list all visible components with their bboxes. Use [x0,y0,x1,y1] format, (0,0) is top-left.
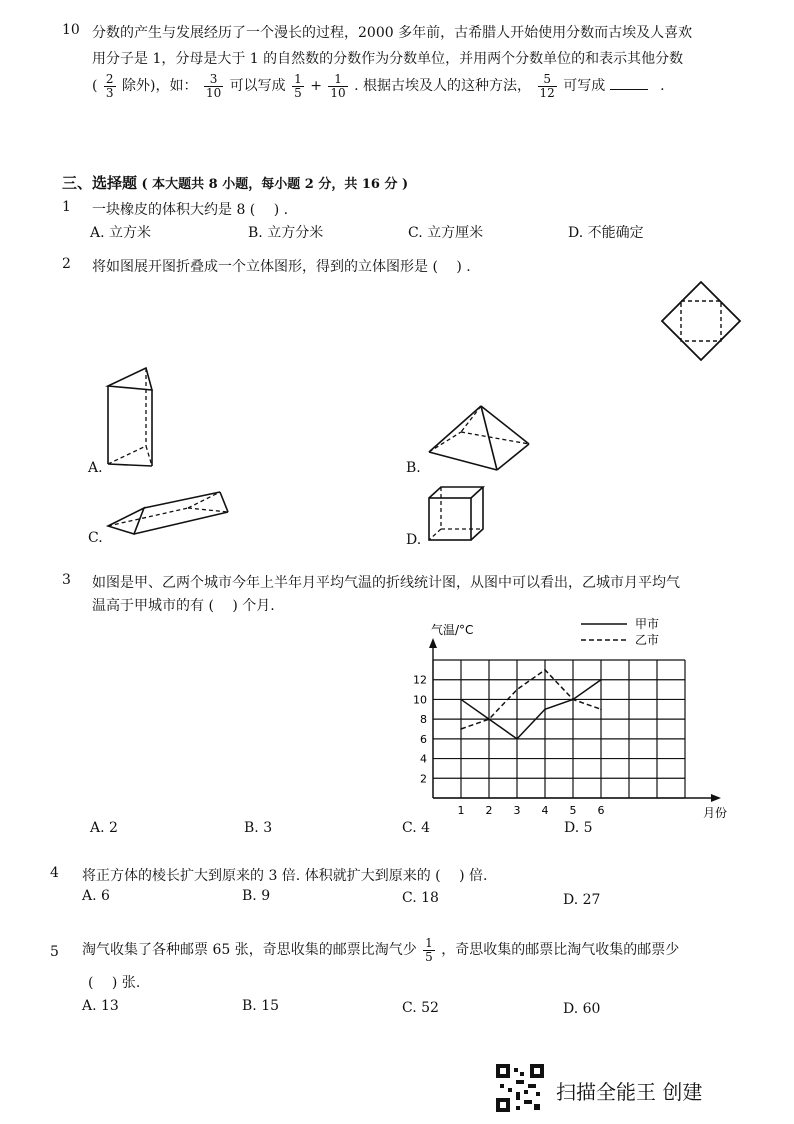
x-tick-label: 3 [513,804,521,817]
q1-option-a[interactable]: A. 立方米 [90,225,152,241]
legend-label: 甲市 [635,617,660,631]
q1-option-b[interactable]: B. 立方分米 [248,225,324,241]
q10-fraction-1-5: $\frac{1}{5}$ [294,71,302,100]
q10-paren: ( [92,78,98,94]
temperature-line-chart [405,612,745,822]
q2-text: 将如图展开图折叠成一个立体图形，得到的立体图形是 ( ) . [92,259,471,275]
q10-number: 10 [62,22,80,38]
x-tick-label: 4 [541,804,549,817]
legend-label: 乙市 [635,633,660,647]
q10-method-text: . 根据古埃及人的这种方法， [354,78,532,94]
y-tick-label: 2 [420,772,427,786]
q2-number: 2 [62,256,71,272]
section-heading [62,172,408,193]
watermark-text: 扫描全能王 创建 [556,1080,703,1104]
q5-text-b: ，奇思收集的邮票比淘气收集的邮票少 [441,942,680,958]
y-tick-label: 6 [420,732,427,746]
option-d-label: D. [406,532,422,548]
y-axis-arrow [429,638,437,648]
q5-fraction-1-5: $\frac{1}{5}$ [425,935,433,964]
data-point [488,718,490,720]
q4-option-a[interactable]: A. 6 [82,888,110,904]
q3-option-b[interactable]: B. 3 [244,820,273,836]
x-tick-label: 1 [457,804,465,817]
option-c-lying-prism[interactable] [104,490,240,536]
q1-option-c[interactable]: C. 立方厘米 [408,225,484,241]
q4-number: 4 [50,865,59,881]
option-b-square-pyramid[interactable] [425,404,533,474]
q4-option-d[interactable]: D. 27 [563,892,601,908]
q5-option-d[interactable]: D. 60 [563,1001,601,1017]
q10-can-write-text: 可以写成 [229,78,286,94]
q1-number: 1 [62,199,71,215]
q5-line2: ( ) 张. [88,975,141,991]
q10-except-text: 除外)，如： [122,78,198,94]
q3-option-d[interactable]: D. 5 [564,820,593,836]
chart-y-axis-label: 气温/°C [431,623,474,637]
q5-text-a: 淘气收集了各种邮票 65 张，奇思收集的邮票比淘气少 [82,942,417,958]
q10-line1: 分数的产生与发展经历了一个漫长的过程，2000 多年前，古希腊人开始使用分数而古埃及人喜欢 [92,25,693,41]
option-a-triangular-prism[interactable] [100,366,162,472]
q3-option-c[interactable]: C. 4 [402,820,431,836]
x-tick-label: 6 [597,804,605,817]
chart-x-axis-label: 月份 [703,806,728,820]
q10-answer-blank[interactable] [610,89,648,90]
data-point [460,699,462,701]
x-tick-label: 5 [569,804,577,817]
option-d-cube[interactable] [426,484,488,544]
q10-write-text: 可写成 [563,78,606,94]
q3-line1: 如图是甲、乙两个城市今年上半年月平均气温的折线统计图，从图中可以看出，乙城市月平均气 [92,575,680,591]
data-point [544,708,546,710]
section-note: ( 本大题共 8 小题，每小题 2 分，共 16 分 ) [141,177,409,192]
chart-ticks [413,674,605,817]
unfolded-net-figure [660,280,742,362]
q5-option-b[interactable]: B. 15 [242,998,280,1014]
q4-option-b[interactable]: B. 9 [242,888,271,904]
q3-number: 3 [62,572,71,588]
q10-fraction-1-10: $\frac{1}{10}$ [330,71,346,100]
q5-option-a[interactable]: A. 13 [82,998,119,1014]
option-c-label: C. [88,530,103,546]
section-title: 三、选择题 [62,174,138,192]
q10-plus: + [310,78,322,94]
option-a-label: A. [88,460,103,476]
y-tick-label: 12 [413,673,427,687]
q1-option-d[interactable]: D. 不能确定 [568,225,644,241]
q10-line3 [92,68,665,104]
data-point [460,728,462,730]
y-tick-label: 4 [420,752,427,766]
data-point [544,669,546,671]
series-line-jia [461,680,601,739]
q3-line2: 温高于甲城市的有 ( ) 个月. [92,598,275,614]
data-point [600,679,602,681]
q5-line1 [82,932,679,968]
q10-end: . [660,78,665,94]
x-tick-label: 2 [485,804,493,817]
q5-number: 5 [50,944,59,960]
qr-code-icon [496,1064,544,1112]
y-tick-label: 10 [413,693,427,707]
data-point [516,738,518,740]
q3-option-a[interactable]: A. 2 [90,820,118,836]
x-axis-arrow [711,794,721,802]
data-point [572,699,574,701]
q4-option-c[interactable]: C. 18 [402,890,439,906]
q1-text: 一块橡皮的体积大约是 8 ( ) . [92,202,289,218]
chart-legend [581,617,659,647]
q10-fraction-2-3: $\frac{2}{3}$ [105,71,114,100]
q10-line2: 用分子是 1，分母是大于 1 的自然数的分数作为分数单位，并用两个分数单位的和表示其他分数 [92,51,684,67]
data-point [516,689,518,691]
option-b-label: B. [406,460,421,476]
q10-fraction-5-12: $\frac{5}{12}$ [539,71,555,100]
q4-text: 将正方体的棱长扩大到原来的 3 倍. 体积就扩大到原来的 ( ) 倍. [82,868,488,884]
chart-grid [429,638,721,802]
q5-option-c[interactable]: C. 52 [402,1000,439,1016]
y-tick-label: 8 [420,713,427,727]
data-point [600,708,602,710]
q10-fraction-3-10: $\frac{3}{10}$ [205,71,222,100]
